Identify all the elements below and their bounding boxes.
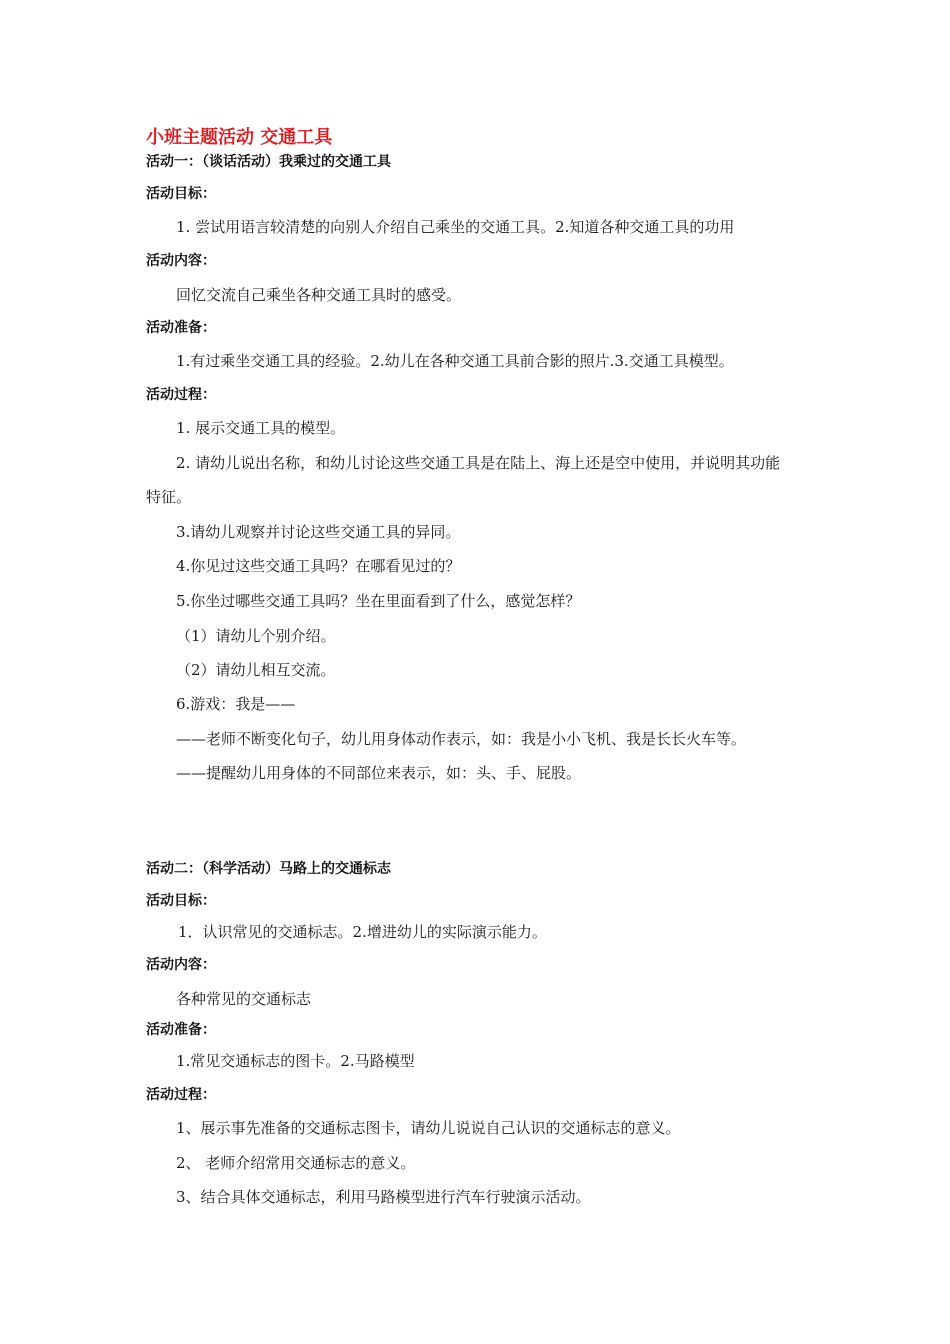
activity1-content-text: 回忆交流自己乘坐各种交通工具时的感受。 <box>176 286 462 304</box>
activity2-prep-label: 活动准备： <box>146 1022 216 1038</box>
activity1-substep: （2）请幼儿相互交流。 <box>176 661 336 679</box>
activity1-game-note: ——老师不断变化句子，幼儿用身体动作表示，如：我是小小飞机、我是长长火车等。 <box>176 730 747 748</box>
activity1-game-note: ——提醒幼儿用身体的不同部位来表示，如：头、手、屁股。 <box>176 764 582 782</box>
activity1-substep: （1）请幼儿个别介绍。 <box>176 627 336 645</box>
activity1-prep-label: 活动准备： <box>146 320 216 336</box>
activity2-step: 1、展示事先准备的交通标志图卡，请幼儿说说自己认识的交通标志的意义。 <box>176 1119 681 1137</box>
activity1-process-label: 活动过程： <box>146 387 216 403</box>
activity2-goals-label: 活动目标： <box>146 893 216 909</box>
activity1-goals-text: 1. 尝试用语言较清楚的向别人介绍自己乘坐的交通工具。2.知道各种交通工具的功用 <box>176 218 735 236</box>
activity1-step: 1. 展示交通工具的模型。 <box>176 419 346 437</box>
activity2-content-label: 活动内容： <box>146 957 216 973</box>
activity1-step: 5.你坐过哪些交通工具吗？坐在里面看到了什么，感觉怎样？ <box>176 592 581 610</box>
activity1-step: 4.你见过这些交通工具吗？在哪看见过的？ <box>176 557 461 575</box>
activity1-content-label: 活动内容： <box>146 253 216 269</box>
activity1-step-continuation: 特征。 <box>146 488 192 506</box>
activity2-heading: 活动二：（科学活动）马路上的交通标志 <box>146 861 391 877</box>
activity1-prep-text: 1.有过乘坐交通工具的经验。2.幼儿在各种交通工具前合影的照片.3.交通工具模型。 <box>176 352 734 370</box>
activity2-process-label: 活动过程： <box>146 1087 216 1103</box>
activity2-content-text: 各种常见的交通标志 <box>176 990 312 1008</box>
activity2-goals-text: 1．认识常见的交通标志。2.增进幼儿的实际演示能力。 <box>178 923 547 941</box>
activity1-step: 3.请幼儿观察并讨论这些交通工具的异同。 <box>176 523 461 541</box>
activity1-goals-label: 活动目标： <box>146 186 216 202</box>
activity2-prep-text: 1.常见交通标志的图卡。2.马路模型 <box>176 1052 415 1070</box>
activity2-step: 2、 老师介绍常用交通标志的意义。 <box>176 1154 416 1172</box>
document-title: 小班主题活动 交通工具 <box>146 127 333 148</box>
activity1-heading: 活动一：（谈话活动）我乘过的交通工具 <box>146 154 391 170</box>
activity2-step: 3、结合具体交通标志，利用马路模型进行汽车行驶演示活动。 <box>176 1188 591 1206</box>
activity1-step: 6.游戏：我是—— <box>176 695 296 713</box>
activity1-step: 2. 请幼儿说出名称，和幼儿讨论这些交通工具是在陆上、海上还是空中使用，并说明其功能 <box>176 454 781 472</box>
